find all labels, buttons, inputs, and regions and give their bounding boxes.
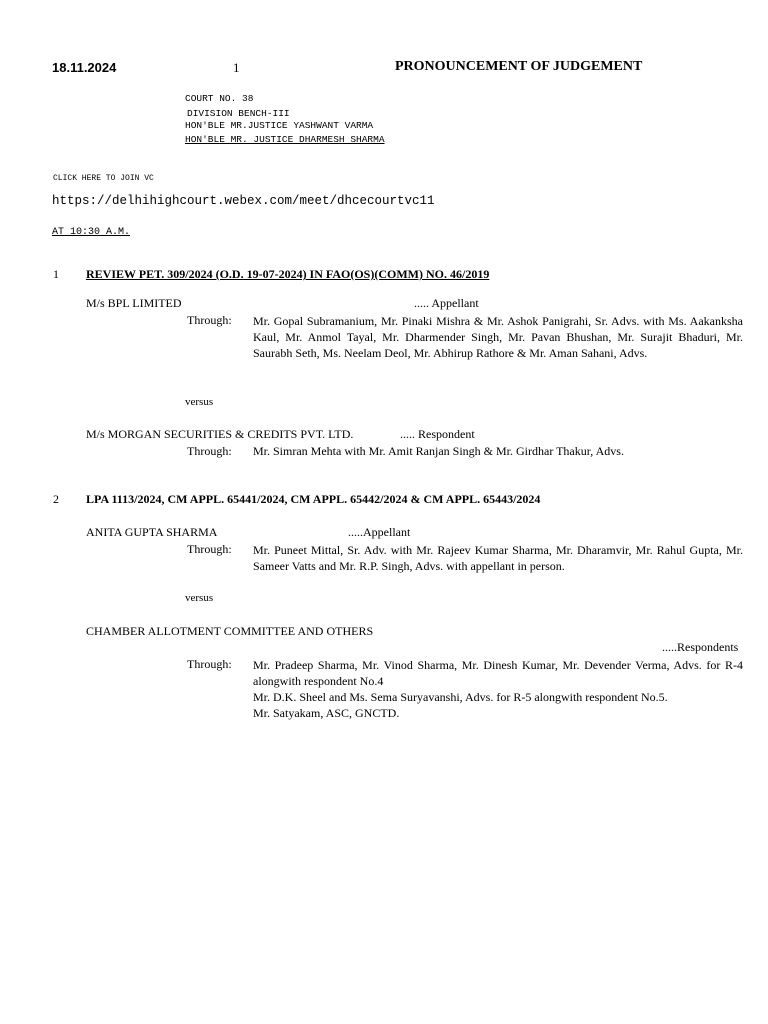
respondent-counsel: Mr. Simran Mehta with Mr. Amit Ranjan Singh & Mr. Girdhar Thakur, Advs. <box>253 444 624 458</box>
respondent-counsel: Mr. Satyakam, ASC, GNCTD. <box>253 706 400 720</box>
vc-link[interactable]: https://delhihighcourt.webex.com/meet/dhcecourtvc11 <box>52 194 435 208</box>
petitioner-name: ANITA GUPTA SHARMA <box>86 525 218 539</box>
judge-name-2: HON'BLE MR. JUSTICE DHARMESH SHARMA <box>185 134 385 145</box>
versus-label: versus <box>185 396 214 408</box>
court-number: COURT NO. 38 <box>185 93 254 104</box>
hearing-time: AT 10:30 A.M. <box>52 227 131 238</box>
bench-name: DIVISION BENCH-III <box>187 108 290 119</box>
case-title: LPA 1113/2024, CM APPL. 65441/2024, CM APPL. 65442/2024 & CM APPL. 65443/2024 <box>86 492 541 506</box>
respondent-role: ..... Respondent <box>400 427 475 441</box>
petitioner-role: ..... Appellant <box>414 296 479 310</box>
through-label: Through: <box>187 313 232 327</box>
page-title: PRONOUNCEMENT OF JUDGEMENT <box>395 59 643 74</box>
petitioner-counsel: Mr. Puneet Mittal, Sr. Adv. with Mr. Rajeev Kumar Sharma, Mr. Dharamvir, Mr. Rahul Gupta, Mr. Sameer Vatts and Mr. R.P. Singh, Advs. with appellant in person. <box>253 543 743 573</box>
case-title: REVIEW PET. 309/2024 (O.D. 19-07-2024) IN FAO(OS)(COMM) NO. 46/2019 <box>86 267 490 281</box>
respondent-name: M/s MORGAN SECURITIES & CREDITS PVT. LTD. <box>86 427 354 441</box>
respondent-name: CHAMBER ALLOTMENT COMMITTEE AND OTHERS <box>86 624 374 638</box>
through-label: Through: <box>187 542 232 556</box>
judge-name-1: HON'BLE MR.JUSTICE YASHWANT VARMA <box>185 120 374 131</box>
respondent-counsel: Mr. Pradeep Sharma, Mr. Vinod Sharma, Mr. Dinesh Kumar, Mr. Devender Verma, Advs. for R-4 alongwith respondent No.4 <box>253 658 743 688</box>
petitioner-role: .....Appellant <box>348 525 411 539</box>
through-label: Through: <box>187 657 232 671</box>
case-serial: 1 <box>53 267 59 281</box>
case-serial: 2 <box>53 492 59 506</box>
petitioner-name: M/s BPL LIMITED <box>86 296 182 310</box>
respondent-counsel: Mr. D.K. Sheel and Ms. Sema Suryavanshi, Advs. for R-5 alongwith respondent No.5. <box>253 690 668 704</box>
through-label: Through: <box>187 444 232 458</box>
join-vc-label: CLICK HERE TO JOIN VC <box>53 174 154 183</box>
cause-list-date: 18.11.2024 <box>52 60 117 75</box>
petitioner-counsel: Mr. Gopal Subramanium, Mr. Pinaki Mishra & Mr. Ashok Panigrahi, Sr. Advs. with Ms. Aakanksha Kaul, Mr. Anmol Tayal, Mr. Dharmender Singh, Mr. Pavan Bhushan, Mr. Surajit Bhaduri, Mr. Saurabh Seth, Ms. Neelam Deol, Mr. Abhirup Rathore & Mr. Aman Sahani, Advs. <box>253 314 743 360</box>
respondent-role: .....Respondents <box>662 640 739 654</box>
page-number: 1 <box>233 60 240 75</box>
versus-label: versus <box>185 592 214 604</box>
